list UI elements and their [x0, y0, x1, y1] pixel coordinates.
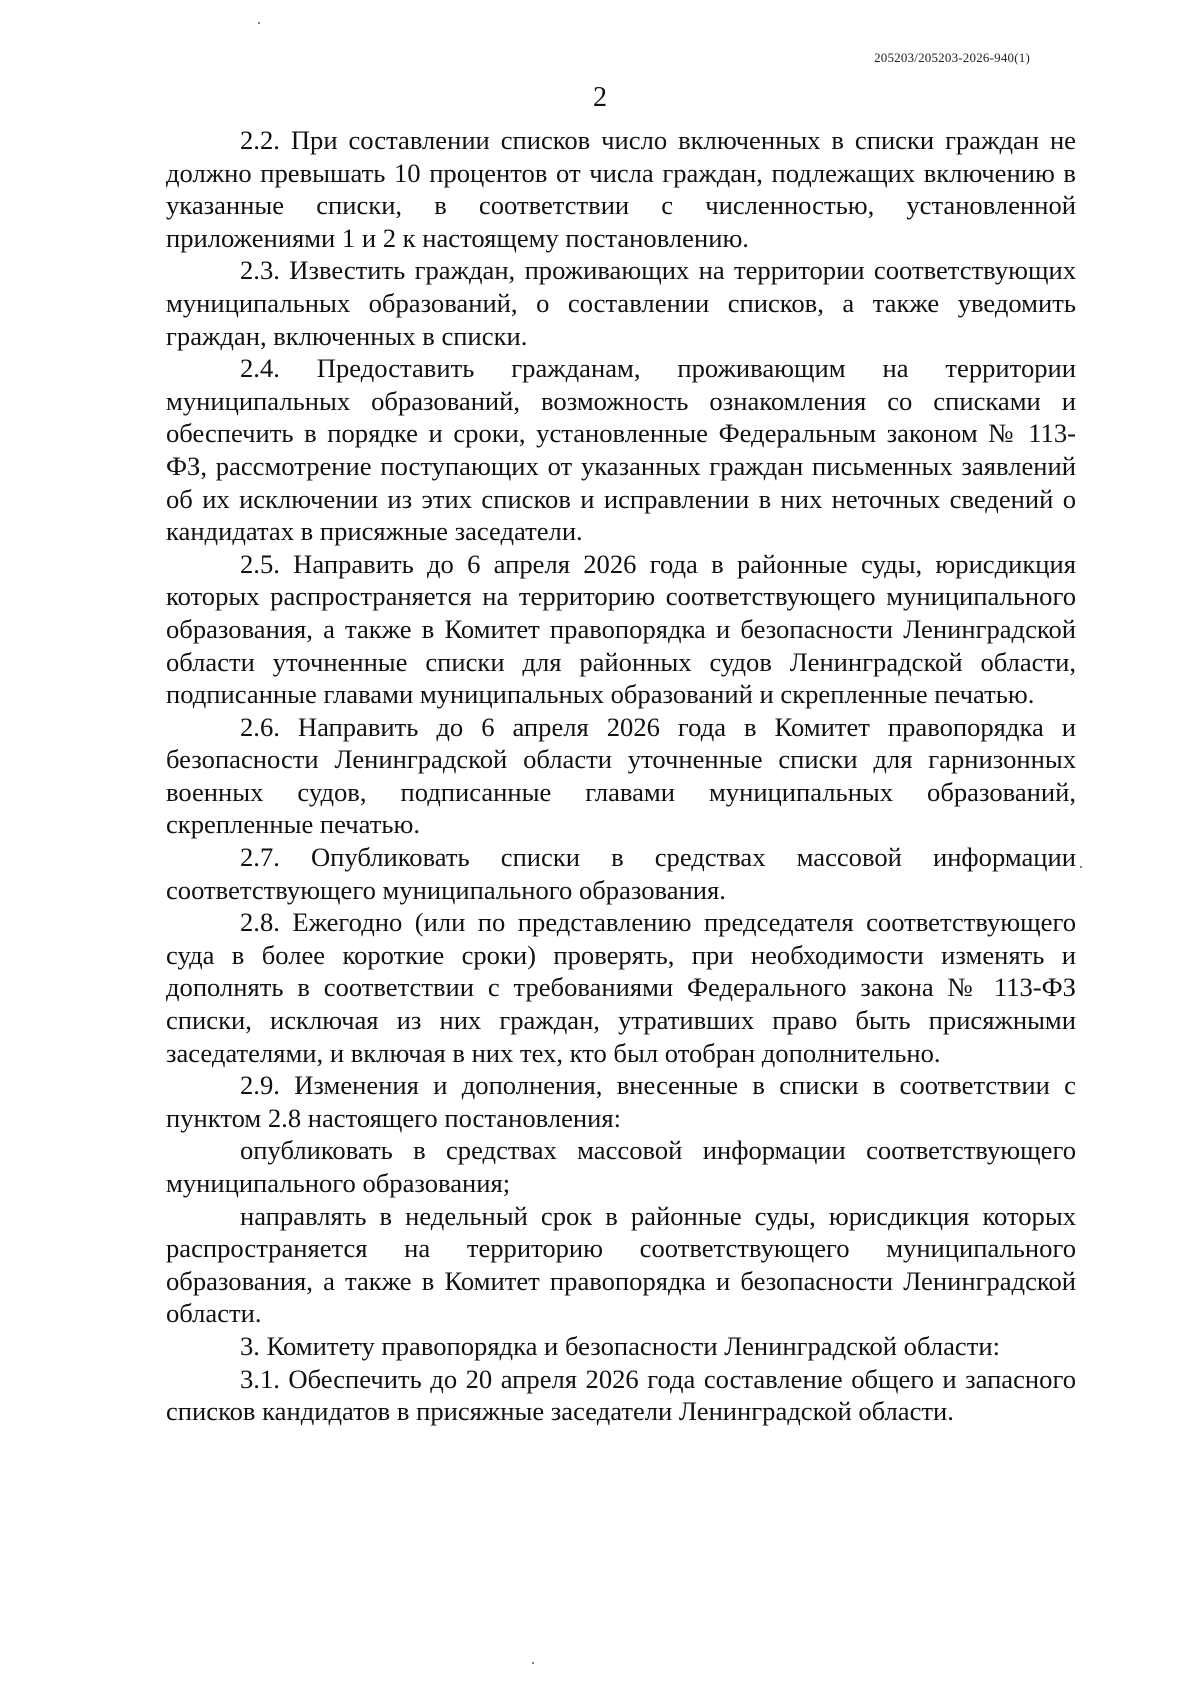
paragraph-2-9-item-send: направлять в недельный срок в районные суды, юрисдикция которых распространяется на территорию соответствующего муниципального образования, а также в Комитет правопорядка и безопасности Ленинградской области.: [166, 1200, 1076, 1329]
document-body: [166, 124, 1076, 1428]
paragraph-2-9: 2.9. Изменения и дополнения, внесенные в списки в соответствии с пунктом 2.8 настоящего постановления:: [166, 1070, 1076, 1133]
paragraph-2-2: 2.2. При составлении списков число включенных в списки граждан не должно превышать 10 процентов от числа граждан, подлежащих включению в указанные списки, в соответствии с численностью, установленной приложениями 1 и 2 к настоящему постановлению.: [166, 125, 1076, 253]
paragraph-2-9-item-publish: опубликовать в средствах массовой информации соответствующего муниципального образования;: [166, 1135, 1076, 1198]
paragraph-2-4: 2.4. Предоставить гражданам, проживающим на территории муниципальных образований, возможность ознакомления со списками и обеспечить в порядке и сроки, установленные Федеральным законом № 113-ФЗ, рассмотрение поступающих от указанных граждан письменных заявлений об их исключении из этих списков и исправлении в них неточных сведений о кандидатах в присяжные заседатели.: [166, 353, 1076, 547]
paragraph-2-8: 2.8. Ежегодно (или по представлению председателя соответствующего суда в более короткие сроки) проверять, при необходимости изменять и дополнять в соответствии с требованиями Федерального закона № 113-ФЗ списки, исключая из них граждан, утративших право быть присяжными заседателями, и включая в них тех, кто был отобран дополнительно.: [166, 907, 1076, 1068]
paragraph-2-6: 2.6. Направить до 6 апреля 2026 года в Комитет правопорядка и безопасности Ленинградской области уточненные списки для гарнизонных военных судов, подписанные главами муниципальных образований, скрепленные печатью.: [166, 711, 1076, 840]
scan-speck: [1080, 866, 1082, 868]
paragraph-2-3: 2.3. Известить граждан, проживающих на территории соответствующих муниципальных образований, о составлении списков, а также уведомить граждан, включенных в списки.: [166, 255, 1076, 351]
paragraph-3-1: 3.1. Обеспечить до 20 апреля 2026 года составление общего и запасного списков кандидатов в присяжные заседатели Ленинградской области.: [166, 1363, 1076, 1427]
paragraph-2-7: 2.7. Опубликовать списки в средствах массовой информации соответствующего муниципального образования.: [166, 842, 1076, 905]
scan-speck: [532, 1662, 534, 1664]
page-number: 2: [593, 82, 607, 113]
paragraph-2-5: 2.5. Направить до 6 апреля 2026 года в районные суды, юрисдикция которых распространяется на территорию соответствующего муниципального образования, а также в Комитет правопорядка и безопасности Ленинградской области уточненные списки для районных судов Ленинградской области, подписанные главами муниципальных образований и скрепленные печатью.: [166, 548, 1076, 710]
document-registration-number: 205203/205203-2026-940(1): [874, 50, 1030, 65]
paragraph-3: 3. Комитету правопорядка и безопасности Ленинградской области:: [240, 1330, 1000, 1361]
scan-speck: [258, 22, 260, 24]
